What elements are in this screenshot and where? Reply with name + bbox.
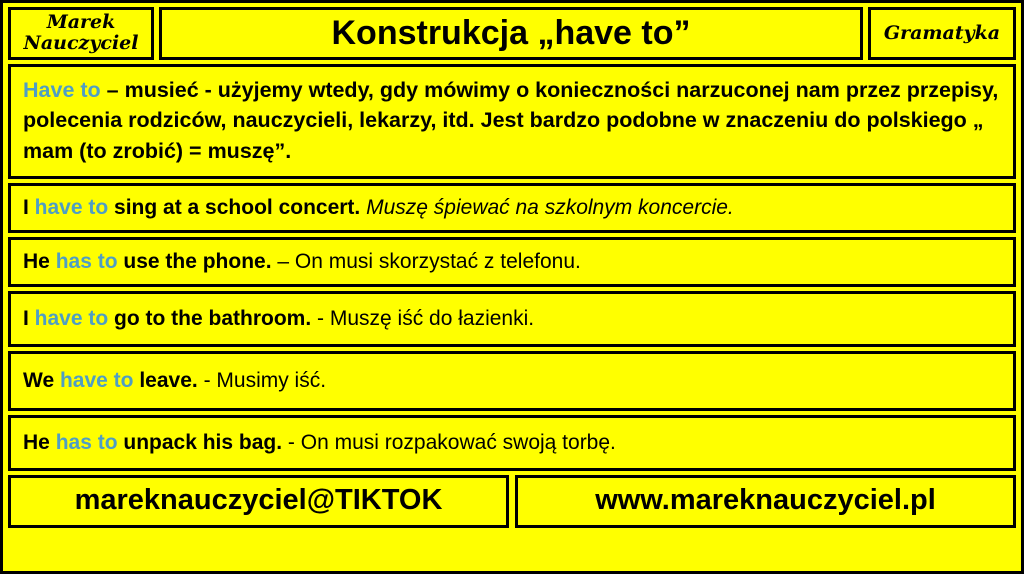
- header: [8, 7, 1016, 60]
- example-content: [23, 250, 581, 274]
- footer-social-handle[interactable]: mareknauczyciel@TIKTOK: [8, 475, 509, 528]
- footer-website-link[interactable]: www.mareknauczyciel.pl: [515, 475, 1016, 528]
- example-pre: He: [23, 250, 56, 274]
- example-content: [23, 196, 734, 220]
- example-translation: Muszę śpiewać na szkolnym koncercie.: [366, 196, 734, 220]
- example-row: [8, 415, 1016, 471]
- example-pre: We: [23, 369, 60, 393]
- brand-line-1: Marek: [46, 11, 116, 33]
- intro-block: [8, 64, 1016, 180]
- example-highlight: has to: [55, 250, 118, 274]
- example-translation: – On musi skorzystać z telefonu.: [271, 250, 581, 274]
- example-highlight: have to: [59, 369, 134, 393]
- category-badge: Gramatyka: [868, 7, 1016, 60]
- example-row: [8, 183, 1016, 233]
- example-post: leave.: [133, 369, 198, 393]
- example-pre: He: [23, 431, 56, 455]
- example-row: [8, 237, 1016, 287]
- example-translation: - Muszę iść do łazienki.: [311, 307, 535, 331]
- example-pre: I: [23, 196, 35, 220]
- brand-logo: [8, 7, 154, 60]
- intro-keyword: Have to: [23, 77, 101, 102]
- example-post: use the phone.: [117, 250, 272, 274]
- example-highlight: have to: [34, 307, 109, 331]
- intro-body: – musieć - użyjemy wtedy, gdy mówimy o konieczności narzuconej nam przez przepisy, polecenia rodziców, nauczycieli, lekarzy, itd. Jest bardzo podobne w znaczeniu do polskiego „ mam (to zrobić) = muszę”.: [23, 77, 999, 163]
- footer: [8, 475, 1016, 528]
- example-post: go to the bathroom.: [108, 307, 312, 331]
- example-post: unpack his bag.: [117, 431, 283, 455]
- example-post: sing at a school concert.: [108, 196, 361, 220]
- intro-text: [11, 67, 1013, 177]
- example-translation: - Musimy iść.: [197, 369, 327, 393]
- example-translation: - On musi rozpakować swoją torbę.: [282, 431, 616, 455]
- example-content: [23, 369, 326, 393]
- example-highlight: have to: [34, 196, 109, 220]
- example-pre: I: [23, 307, 35, 331]
- example-row: [8, 291, 1016, 347]
- example-content: [23, 307, 534, 331]
- brand-line-2: Nauczyciel: [23, 32, 139, 55]
- example-row: [8, 351, 1016, 411]
- page-title: Konstrukcja „have to”: [159, 7, 863, 60]
- example-content: [23, 431, 616, 455]
- example-highlight: has to: [55, 431, 118, 455]
